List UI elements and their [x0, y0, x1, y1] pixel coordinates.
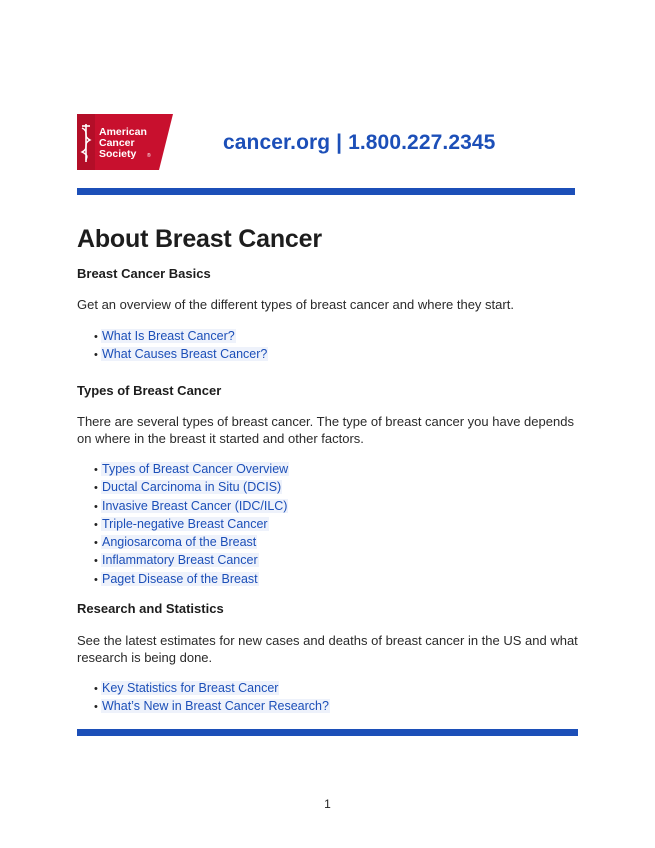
- page-title: About Breast Cancer: [77, 225, 322, 253]
- section-text-research: See the latest estimates for new cases and deaths of breast cancer in the US and what research is being done.: [77, 633, 578, 665]
- link-whats-new-research[interactable]: What’s New in Breast Cancer Research?: [102, 699, 329, 714]
- list-item: • What Is Breast Cancer?: [94, 329, 235, 343]
- list-item: • Triple-negative Breast Cancer: [94, 516, 268, 531]
- logo-line-2: Cancer: [99, 137, 135, 149]
- link-what-causes-breast-cancer[interactable]: What Causes Breast Cancer?: [102, 347, 268, 362]
- link-inflammatory[interactable]: Inflammatory Breast Cancer: [102, 553, 258, 568]
- link-invasive[interactable]: Invasive Breast Cancer (IDC/ILC): [102, 498, 288, 513]
- section-text-basics: Get an overview of the different types of breast cancer and where they start.: [77, 297, 514, 312]
- logo-line-3: Society: [99, 148, 137, 160]
- header-contact-link[interactable]: cancer.org | 1.800.227.2345: [223, 131, 496, 154]
- link-what-is-breast-cancer[interactable]: What Is Breast Cancer?: [102, 329, 235, 343]
- list-item: • Inflammatory Breast Cancer: [94, 553, 258, 568]
- link-list-types: [94, 461, 289, 589]
- section-heading-basics: Breast Cancer Basics: [77, 266, 211, 281]
- link-list-basics: [94, 328, 268, 365]
- list-item: • What’s New in Breast Cancer Research?: [94, 699, 329, 714]
- link-paget[interactable]: Paget Disease of the Breast: [102, 571, 258, 586]
- link-list-research: [94, 680, 330, 717]
- section-heading-types: Types of Breast Cancer: [77, 383, 222, 398]
- link-types-overview[interactable]: Types of Breast Cancer Overview: [102, 462, 289, 476]
- list-item: • Invasive Breast Cancer (IDC/ILC): [94, 498, 288, 513]
- link-key-statistics[interactable]: Key Statistics for Breast Cancer: [102, 681, 279, 695]
- logo-line-1: American: [99, 126, 147, 138]
- header-divider: [77, 188, 575, 195]
- link-triple-negative[interactable]: Triple-negative Breast Cancer: [102, 516, 268, 531]
- list-item: • Types of Breast Cancer Overview: [94, 462, 289, 476]
- section-heading-research: Research and Statistics: [77, 601, 224, 616]
- american-cancer-society-logo[interactable]: [77, 114, 173, 170]
- section-text-types: There are several types of breast cancer. The type of breast cancer you have depends on where in the breast it started and other factors.: [77, 414, 574, 446]
- list-item: • Key Statistics for Breast Cancer: [94, 681, 279, 695]
- list-item: • Paget Disease of the Breast: [94, 571, 258, 586]
- registered-mark: ®: [147, 153, 151, 159]
- list-item: • Ductal Carcinoma in Situ (DCIS): [94, 480, 282, 495]
- page-number: 1: [324, 797, 331, 811]
- link-dcis[interactable]: Ductal Carcinoma in Situ (DCIS): [102, 480, 282, 495]
- list-item: • Angiosarcoma of the Breast: [94, 535, 257, 550]
- footer-divider: [77, 729, 578, 736]
- link-angiosarcoma[interactable]: Angiosarcoma of the Breast: [102, 535, 257, 550]
- list-item: • What Causes Breast Cancer?: [94, 347, 268, 362]
